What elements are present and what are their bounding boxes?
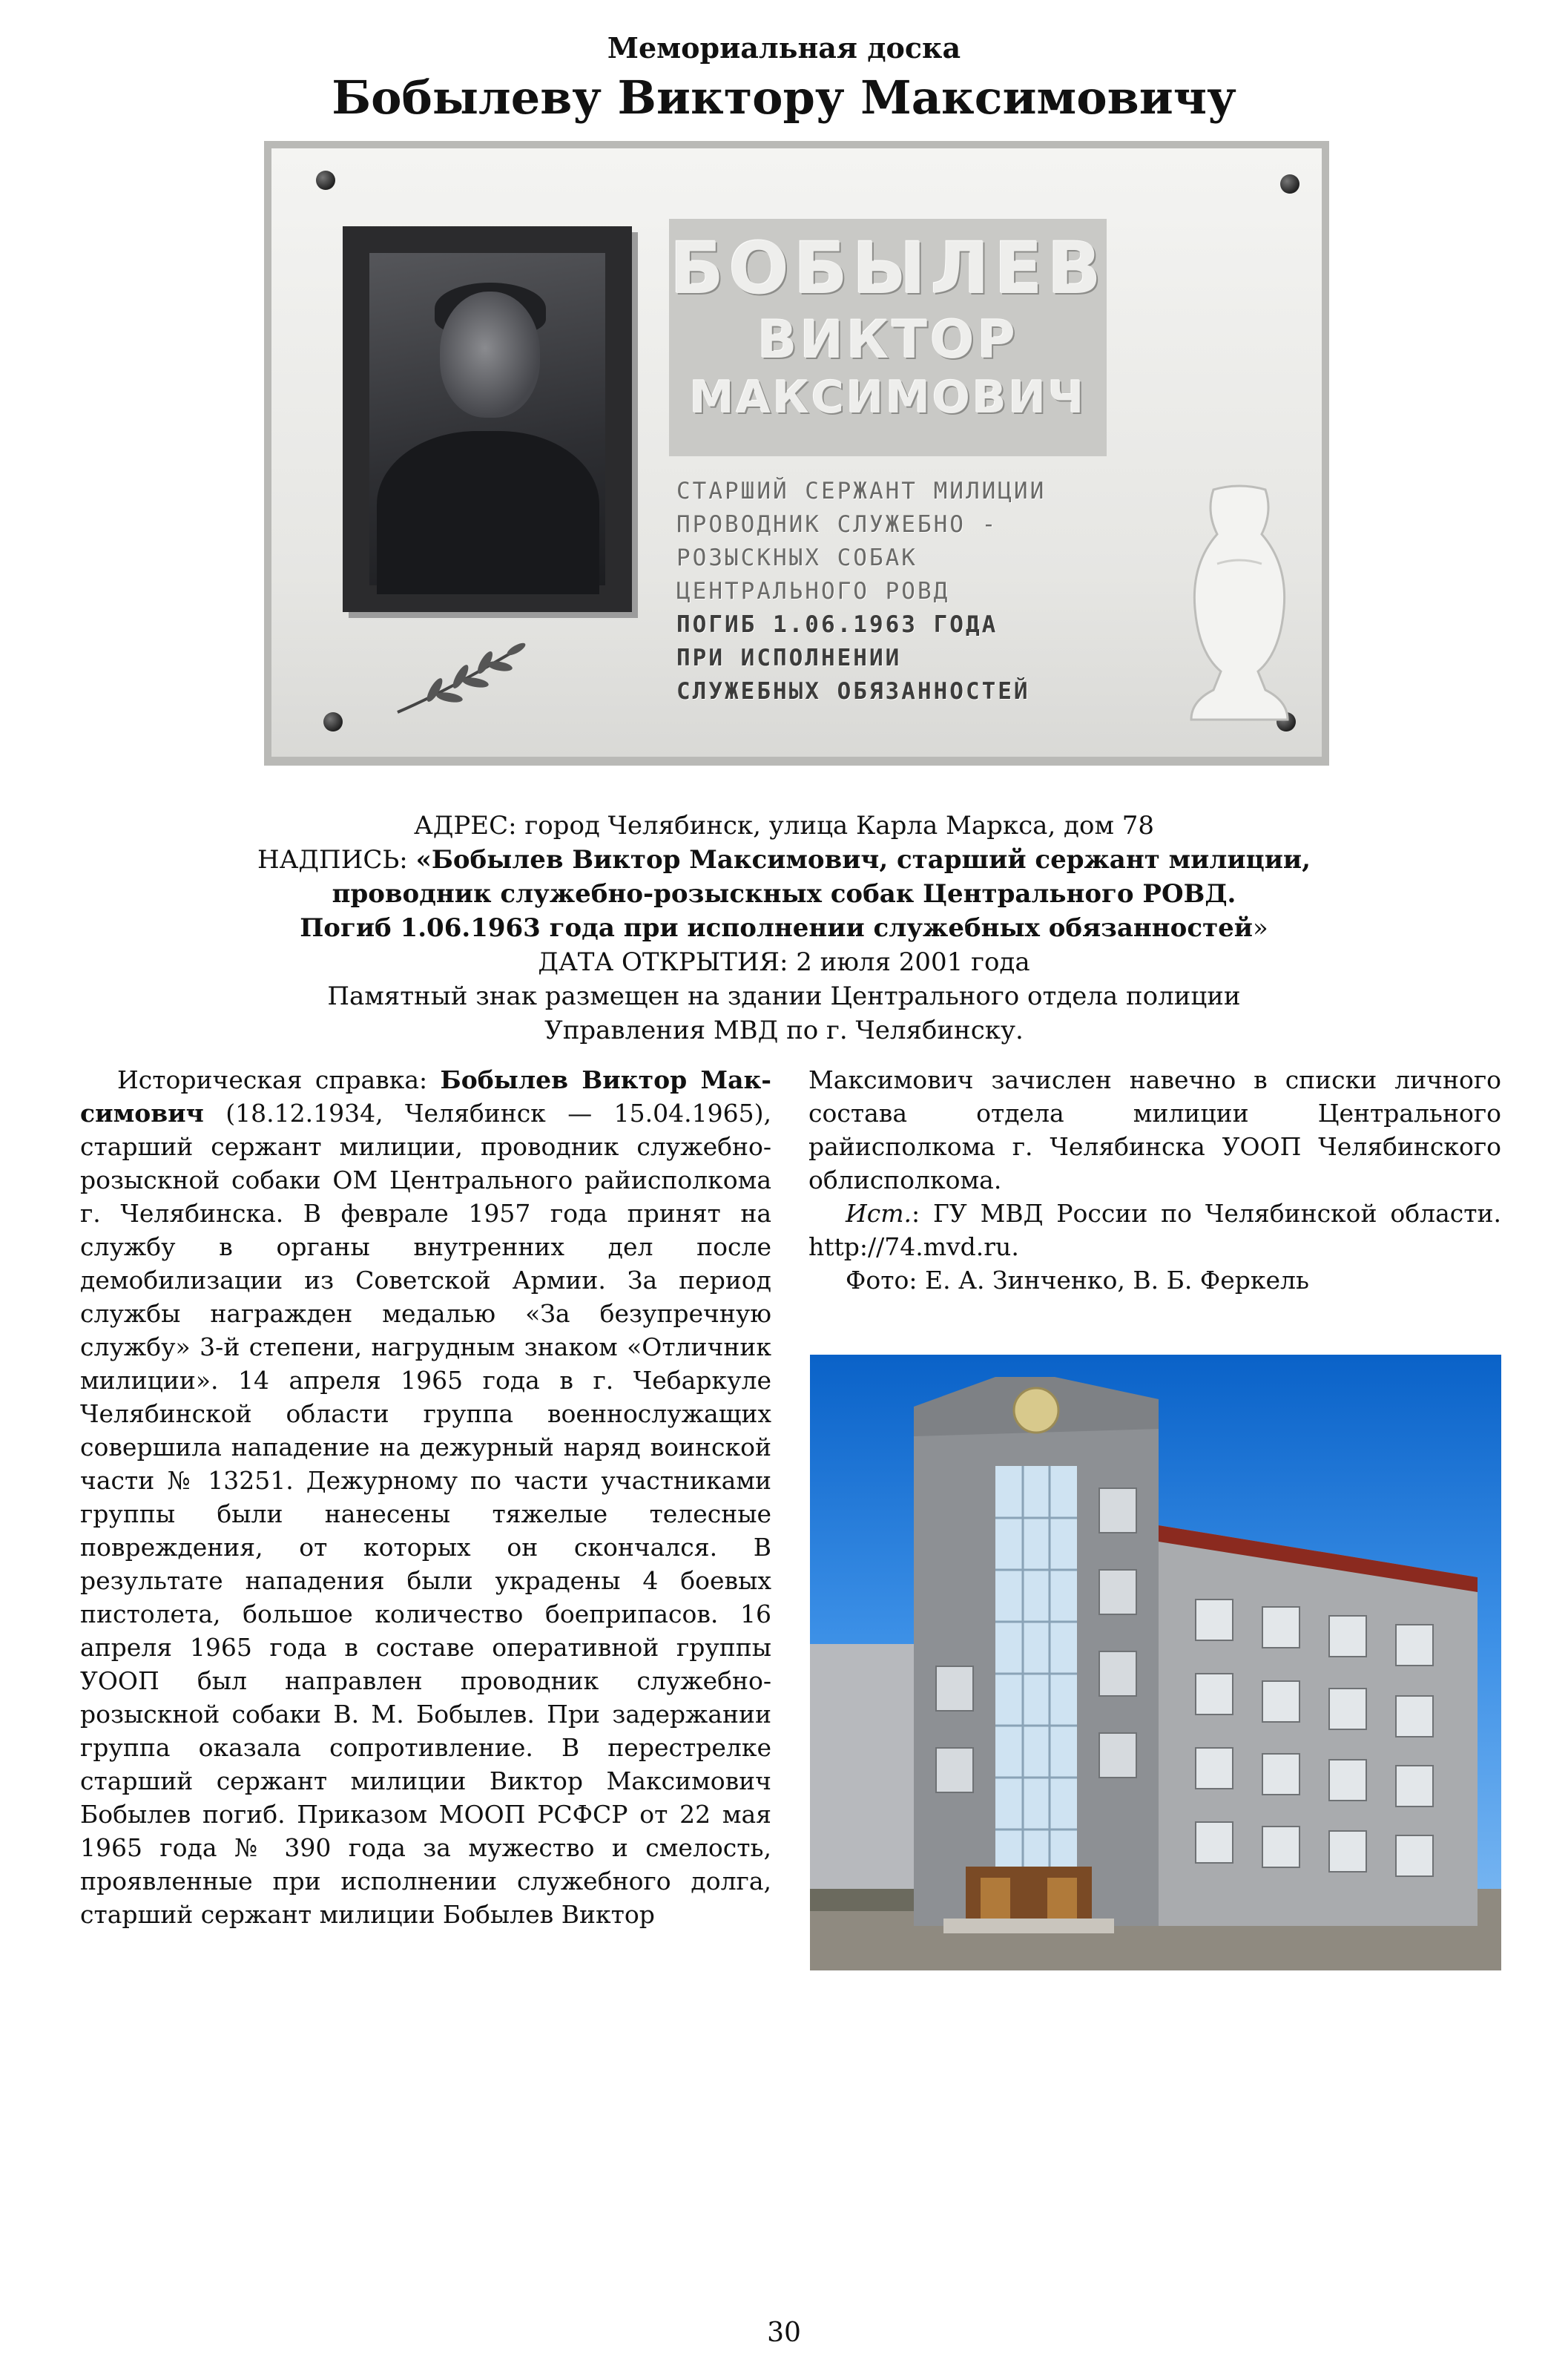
page-kicker: Мемориальная доска [607,31,961,65]
location-note: Управления МВД по г. Челябинску. [544,1016,1024,1045]
plaque-line: РОЗЫСКНЫХ СОБАК [676,545,918,571]
plaque-photo [264,141,1329,766]
page-number: 30 [767,2318,801,2348]
plaque-surname: БОБЫЛЕВ [670,227,1106,310]
address-value: город Челябинск, улица Карла Маркса, дом 78 [524,811,1154,841]
bolt-icon [1280,174,1299,194]
plaque-patronymic: МАКСИМОВИЧ [689,372,1087,424]
inscription-text: «Бобылев Виктор Максимович, старший сержант милиции, [415,845,1311,875]
opening-date: 2 июля 2001 года [796,947,1030,977]
plaque-line: ЦЕНТРАЛЬНОГО РОВД [676,578,950,605]
bolt-icon [323,712,343,731]
source-text: : ГУ МВД России по Челябинской области. http://74.mvd.ru. [808,1199,1501,1261]
inscription-label: НАДПИСЬ: [257,845,408,875]
lead-name: Бобылев Виктор Максимович [80,1065,771,1128]
portrait-image [369,253,605,585]
photo-credit: Фото: Е. А. Зинченко, В. Б. Феркель [846,1266,1309,1295]
building-photo [810,1355,1501,1970]
laurel-branch-icon [390,638,531,720]
article-text: Максимович зачислен навечно в списки личного состава отдела милиции Центрального райисполкома г. Челябинска УООП Челябинского облисполкома. [808,1065,1501,1194]
plaque-name-panel [669,219,1107,456]
plaque-line: СЛУЖЕБНЫХ ОБЯЗАННОСТЕЙ [676,678,1030,705]
plaque-first-name: ВИКТОР [757,309,1018,370]
article-right-column [808,1063,1501,1297]
building-image [810,1355,1501,1970]
opening-label: ДАТА ОТКРЫТИЯ: [538,947,788,977]
plaque-line: ПРИ ИСПОЛНЕНИИ [676,645,902,671]
vase-icon [1184,482,1295,727]
plaque-info: АДРЕС: город Челябинск, улица Карла Маркса, дом 78 НАДПИСЬ: «Бобылев Виктор Максимович, старший сержант милиции, проводник служебно-розыскных собак Центрального РОВД. Погиб 1.06.1963 года при исполнении служебных обязанностей» ДАТА ОТКРЫТИЯ: 2 июля 2001 года Памятный знак размещен на здании Центрального отдела полиции Управления МВД по г. Челябинску. [0,809,1568,1048]
inscription-text: Погиб 1.06.1963 года при исполнении служебных обязанностей [300,913,1253,943]
plaque-line: СТАРШИЙ СЕРЖАНТ МИЛИЦИИ [676,478,1047,504]
inscription-text: проводник служебно-розыскных собак Центрального РОВД. [332,879,1236,909]
portrait-frame [343,226,632,612]
address-label: АДРЕС: [414,811,517,841]
bolt-icon [316,171,335,190]
article-text: (18.12.1934, Челябинск — 15.04.1965), старший сержант милиции, проводник служебно-розыскной собаки ОМ Центрального райисполкома г. Челябинска. В феврале 1957 года принят на службу в органы внутренних дел после демобилизации из Советской Армии. За период службы награжден медалью «За безупречную службу» 3-й степени, нагрудным знаком «Отличник милиции». 14 апреля 1965 года в г. Чебаркуле Челябинской области группа военнослужащих совершила нападение на дежурный наряд воинской части № 13251. Дежурному по части участниками группы были нанесены тяжелые телесные повреждения, от которых он скончался. В результате нападения были украдены 4 боевых пистолета, большое количество боеприпасов. 16 апреля 1965 года в составе оперативной группы УООП был направлен проводник служебно-розыскной собаки В. М. Бобылев. При задержании группа оказала сопротивление. В перестрелке старший сержант милиции Виктор Максимович Бобылев погиб. Приказом МООП РСФСР от 22 мая 1965 года № 390 года за мужество и смелость, проявленные при исполнении служебного долга, старший сержант милиции Бобылев Виктор [80,1099,771,1929]
plaque-engraving [676,475,1136,709]
location-note: Памятный знак размещен на здании Центрального отдела полиции [327,982,1241,1011]
page-title: Бобылеву Виктору Максимовичу [332,70,1236,125]
plaque-line: ПРОВОДНИК СЛУЖЕБНО - [676,511,998,538]
article-left-column [80,1063,771,1931]
source-label: Ист. [846,1199,912,1228]
lead-label: Историческая справка: [117,1065,428,1094]
plaque-stone [271,148,1322,757]
plaque-line: ПОГИБ 1.06.1963 ГОДА [676,611,998,638]
